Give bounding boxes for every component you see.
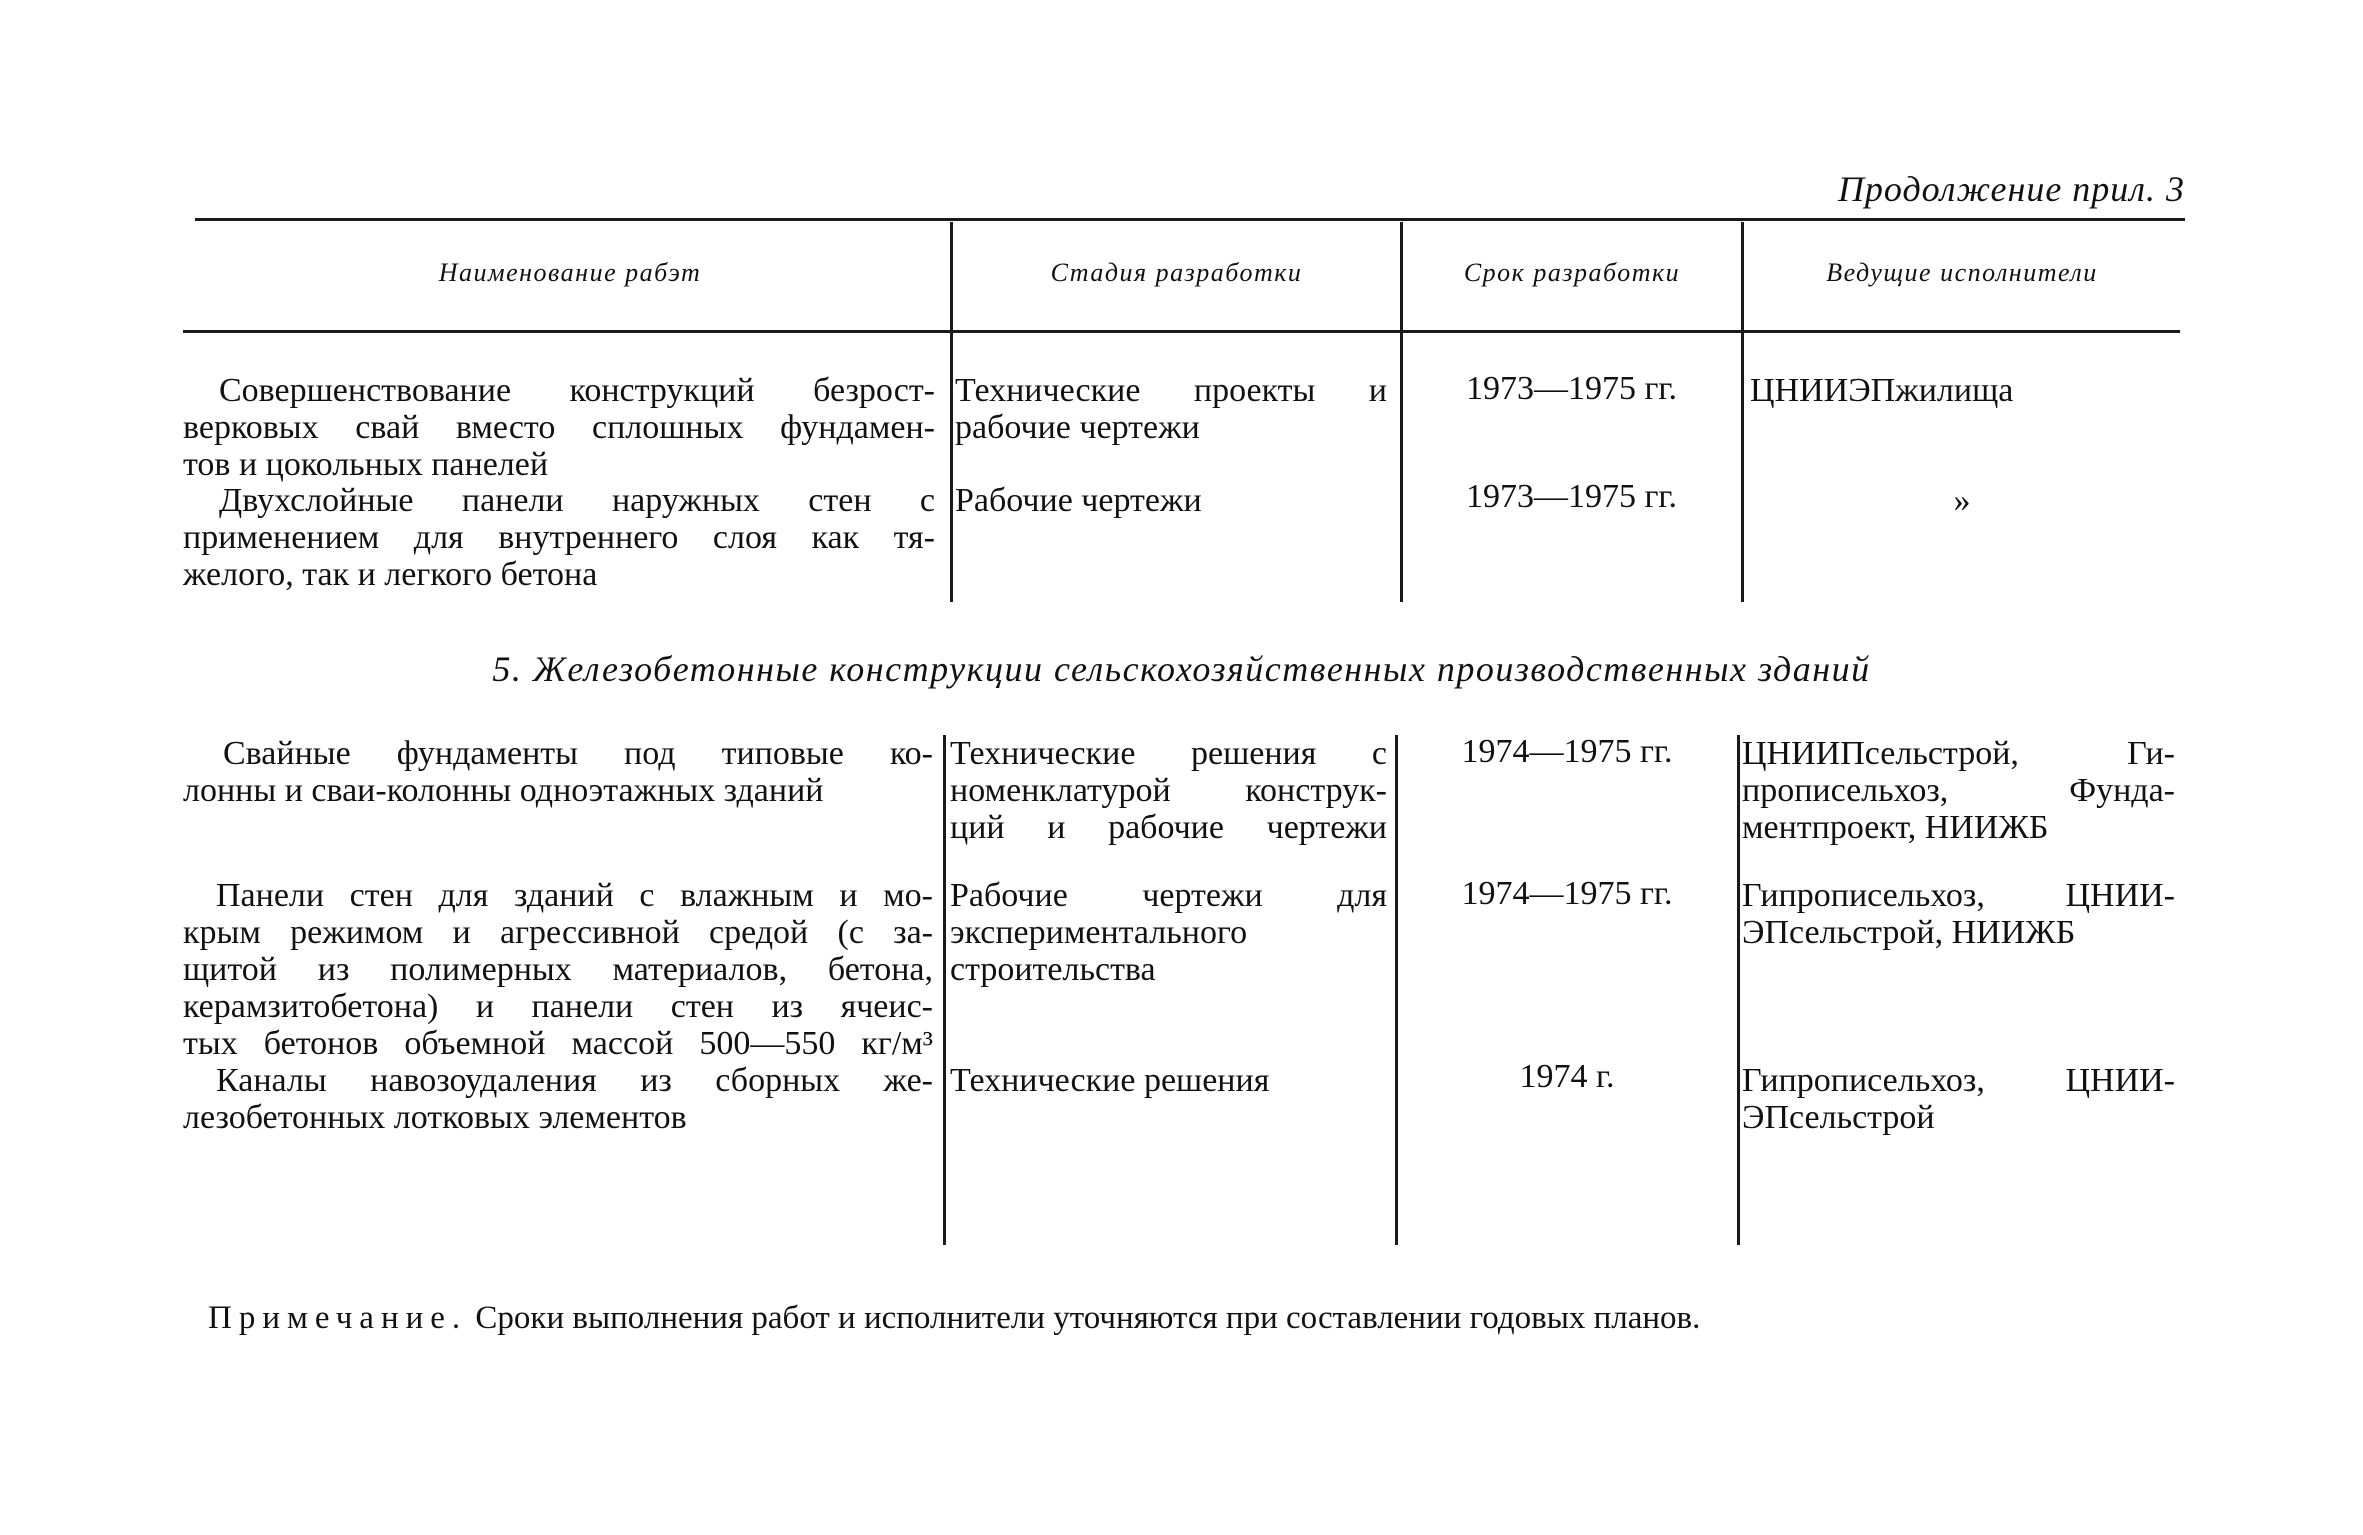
cell-stage-line: Технические решения с [950,735,1387,772]
cell-executors-line: ментпроект, НИИЖБ [1742,809,2049,846]
header-bottom-rule [183,330,2180,333]
cell-stage-line: строительства [950,951,1156,988]
cell-stage-line: Технические проекты и [955,372,1387,409]
cell-executors [1742,877,2175,951]
note-text: Сроки выполнения работ и исполнители уточняются при составлении годовых планов. [475,1300,1701,1336]
cell-stage [955,372,1387,446]
col-divider [1737,735,1740,1245]
cell-name-line: Совершенствование конструкций безрост- [219,372,935,409]
cell-stage-line: экспериментального [950,914,1248,951]
header-stage: Стадия разработки [1050,258,1303,287]
cell-executors-line: Гипрописельхоз, ЦНИИ- [1742,877,2175,914]
cell-term: 1973—1975 гг. [1465,370,1678,407]
cell-name-line: тов и цокольных панелей [183,446,549,483]
table-row [183,735,933,809]
cell-executors [1742,735,2175,846]
cell-stage-line: Рабочие чертежи для [950,877,1387,914]
table-row [183,372,935,483]
table-row [183,1062,933,1136]
cell-stage-line: рабочие чертежи [955,409,1200,446]
cell-stage [950,1062,1387,1099]
cell-term: 1974 г. [1519,1058,1615,1095]
cell-term: 1974—1975 гг. [1461,733,1673,770]
cell-executors [1744,482,2180,519]
cell-executors-line: ЭПсельстрой [1742,1099,1935,1136]
continuation-label: Продолжение прил. 3 [1837,169,2185,209]
cell-executors [1742,1062,2175,1136]
cell-name-line: Свайные фундаменты под типовые ко- [223,735,933,772]
cell-name-line: крым режимом и агрессивной средой (с за- [183,914,933,951]
cell-executors-line: ЭПсельстрой, НИИЖБ [1742,914,2076,951]
cell-name-line: Двухслойные панели наружных стен с [219,482,935,519]
cell-name-line: тых бетонов объемной массой 500—550 кг/м³ [183,1025,933,1062]
cell-stage-line: номенклатурой конструк- [950,772,1387,809]
section-title: 5. Железобетонные конструкции сельскохозяйственных производственных зданий [492,649,1871,689]
cell-stage [950,877,1387,988]
cell-executors [1750,372,2170,409]
col-divider [943,735,946,1245]
cell-stage-line: ций и рабочие чертежи [950,809,1387,846]
cell-stage-line: Технические решения [950,1062,1270,1099]
col-divider [1395,735,1398,1245]
cell-name-line: лонны и сваи-колонны одноэтажных зданий [183,772,824,809]
cell-executors-line: прописельхоз, Фунда- [1742,772,2175,809]
table-row [183,877,933,1062]
table-row [183,482,935,593]
cell-name-line: керамзитобетона) и панели стен из ячеис- [183,988,933,1025]
cell-name-line: верковых свай вместо сплошных фундамен- [183,409,935,446]
cell-term: 1974—1975 гг. [1461,875,1673,912]
header-term: Срок разработки [1463,258,1681,287]
cell-name-line: Панели стен для зданий с влажным и мо- [216,877,933,914]
cell-executors-line: Гипрописельхоз, ЦНИИ- [1742,1062,2175,1099]
cell-stage [955,482,1387,519]
header-name: Наименование рабэт [438,258,702,287]
footnote [208,1300,1700,1337]
header-executors: Ведущие исполнители [1826,258,2098,287]
table-top-rule [195,218,2185,221]
cell-term: 1973—1975 гг. [1465,478,1678,515]
cell-name-line: Каналы навозоудаления из сборных же- [216,1062,933,1099]
cell-name-line: щитой из полимерных материалов, бетона, [183,951,933,988]
cell-stage [950,735,1387,846]
cell-name-line: лезобетонных лотковых элементов [183,1099,687,1136]
cell-executors-line: » [1953,482,1971,519]
cell-stage-line: Рабочие чертежи [955,482,1202,519]
cell-executors-line: ЦНИИЭПжилища [1750,372,2014,409]
cell-executors-line: ЦНИИПсельстрой, Ги- [1742,735,2175,772]
note-label: Примечание. [208,1300,468,1336]
cell-name-line: применением для внутреннего слоя как тя- [183,519,935,556]
cell-name-line: желого, так и легкого бетона [183,556,598,593]
